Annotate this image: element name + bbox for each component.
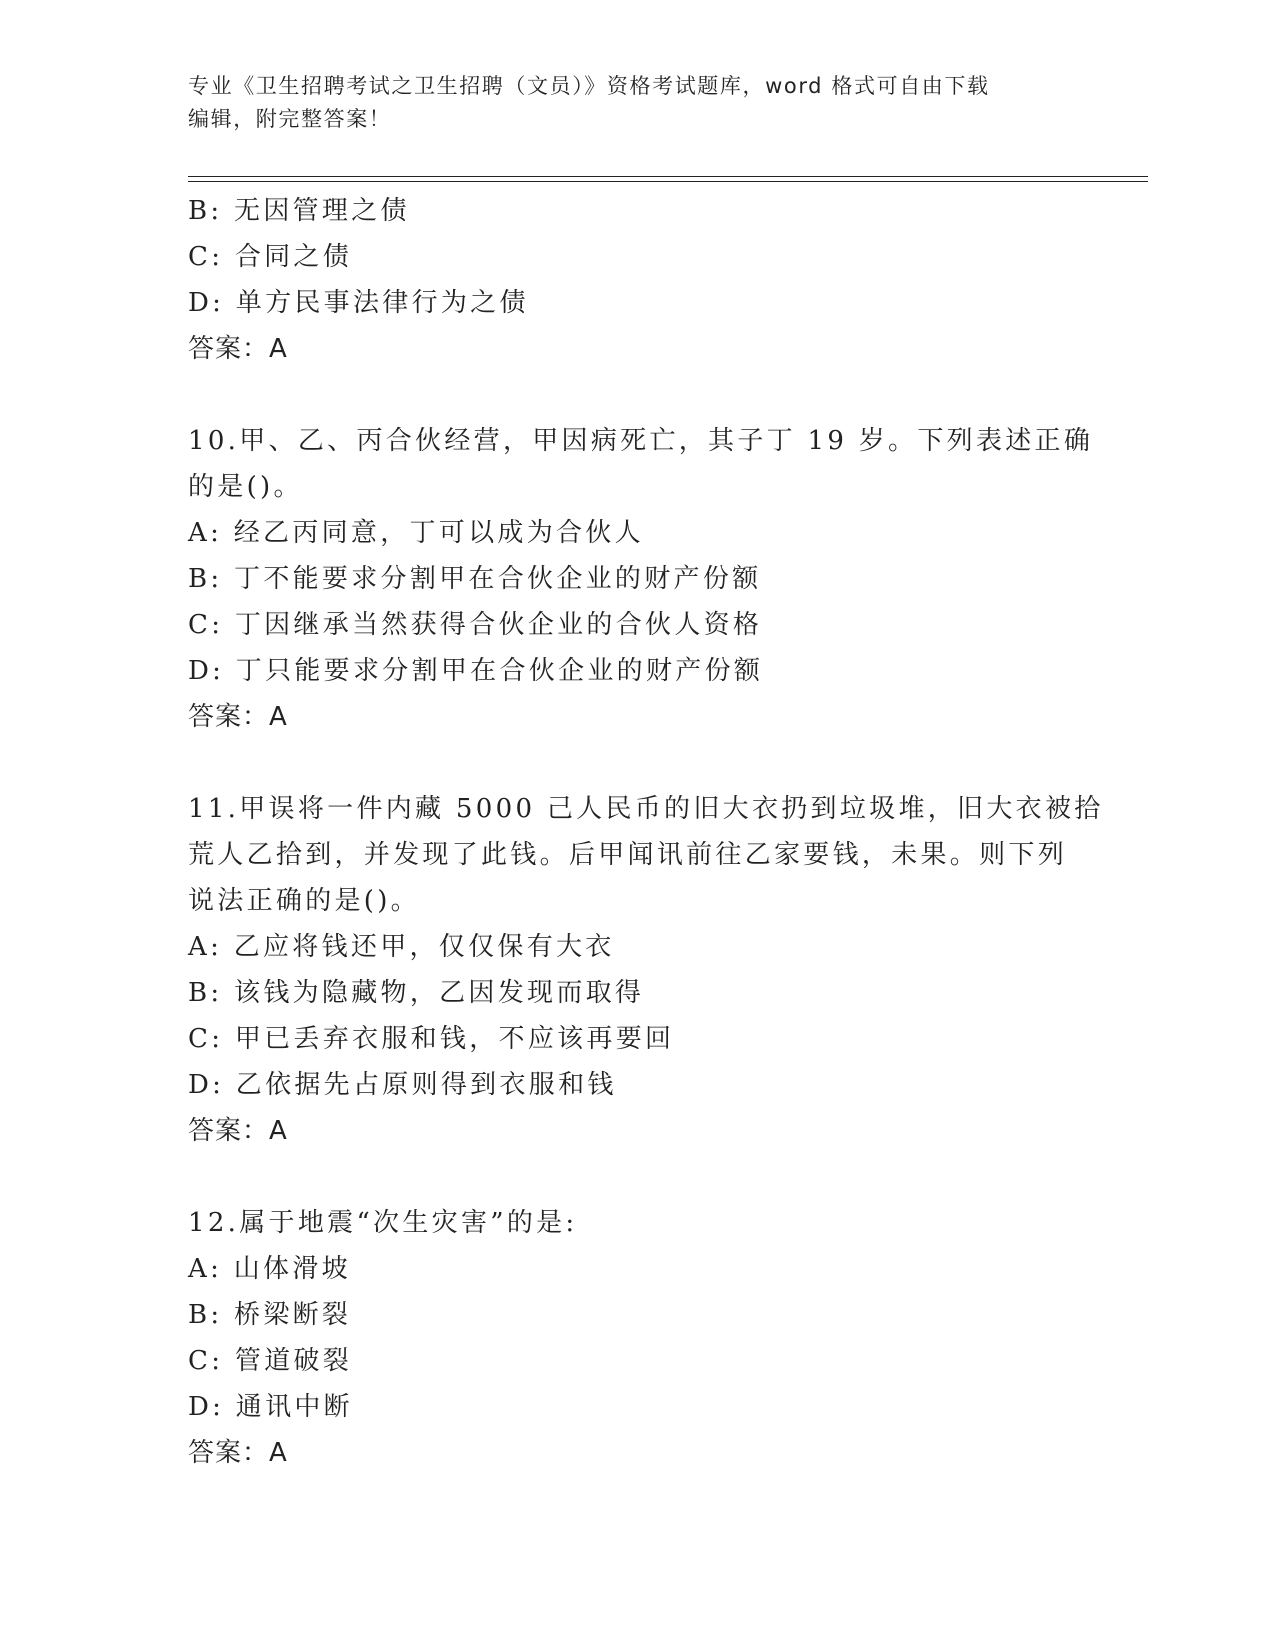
option-b: B: 丁不能要求分割甲在合伙企业的财产份额 [188,564,762,594]
option-c: C: 甲已丢弃衣服和钱，不应该再要回 [188,1024,675,1054]
option-a: A: 山体滑坡 [188,1254,351,1284]
prev-question-block [188,188,1088,372]
question-block-11 [188,786,1104,1154]
question-block-10 [188,418,1094,740]
spacer [188,372,1088,418]
spacer [188,1154,1088,1200]
option-a: A: 乙应将钱还甲，仅仅保有大衣 [188,932,615,962]
option-d: D: 丁只能要求分割甲在合伙企业的财产份额 [188,656,764,686]
option-c: C: 合同之债 [188,242,353,272]
answer-line: 答案：A [188,1116,288,1146]
option-d: D: 乙依据先占原则得到衣服和钱 [188,1070,617,1100]
spacer [188,740,1088,786]
answer-line: 答案：A [188,1438,288,1468]
header-line-1: 专业《卫生招聘考试之卫生招聘（文员）》资格考试题库，word 格式可自由下载 [188,74,990,98]
question-content [188,188,1104,1476]
option-d: D: 单方民事法律行为之债 [188,288,529,318]
answer-line: 答案：A [188,334,288,364]
option-b: B: 无因管理之债 [188,196,410,226]
question-text-line: 说法正确的是()。 [188,886,420,916]
option-b: B: 该钱为隐藏物，乙因发现而取得 [188,978,645,1008]
question-text-line: 10.甲、乙、丙合伙经营，甲因病死亡，其子丁 19 岁。下列表述正确 [188,426,1094,456]
question-text-line: 荒人乙拾到，并发现了此钱。后甲闻讯前往乙家要钱，未果。则下列 [188,840,1068,870]
option-b: B: 桥梁断裂 [188,1300,352,1330]
question-block-12 [188,1200,1088,1476]
option-d: D: 通讯中断 [188,1392,353,1422]
option-a: A: 经乙丙同意，丁可以成为合伙人 [188,518,644,548]
answer-line: 答案：A [188,702,288,732]
header-divider-bottom [188,181,1148,182]
question-text-line: 11.甲误将一件内藏 5000 己人民币的旧大衣扔到垃圾堆，旧大衣被拾 [188,794,1104,824]
header-line-2: 编辑，附完整答案！ [188,107,392,131]
option-c: C: 管道破裂 [188,1346,353,1376]
page-header [188,70,1088,136]
header-divider-top [188,176,1148,177]
option-c: C: 丁因继承当然获得合伙企业的合伙人资格 [188,610,763,640]
question-text-line: 的是()。 [188,472,303,502]
question-text-line: 12.属于地震“次生灾害”的是: [188,1208,578,1238]
